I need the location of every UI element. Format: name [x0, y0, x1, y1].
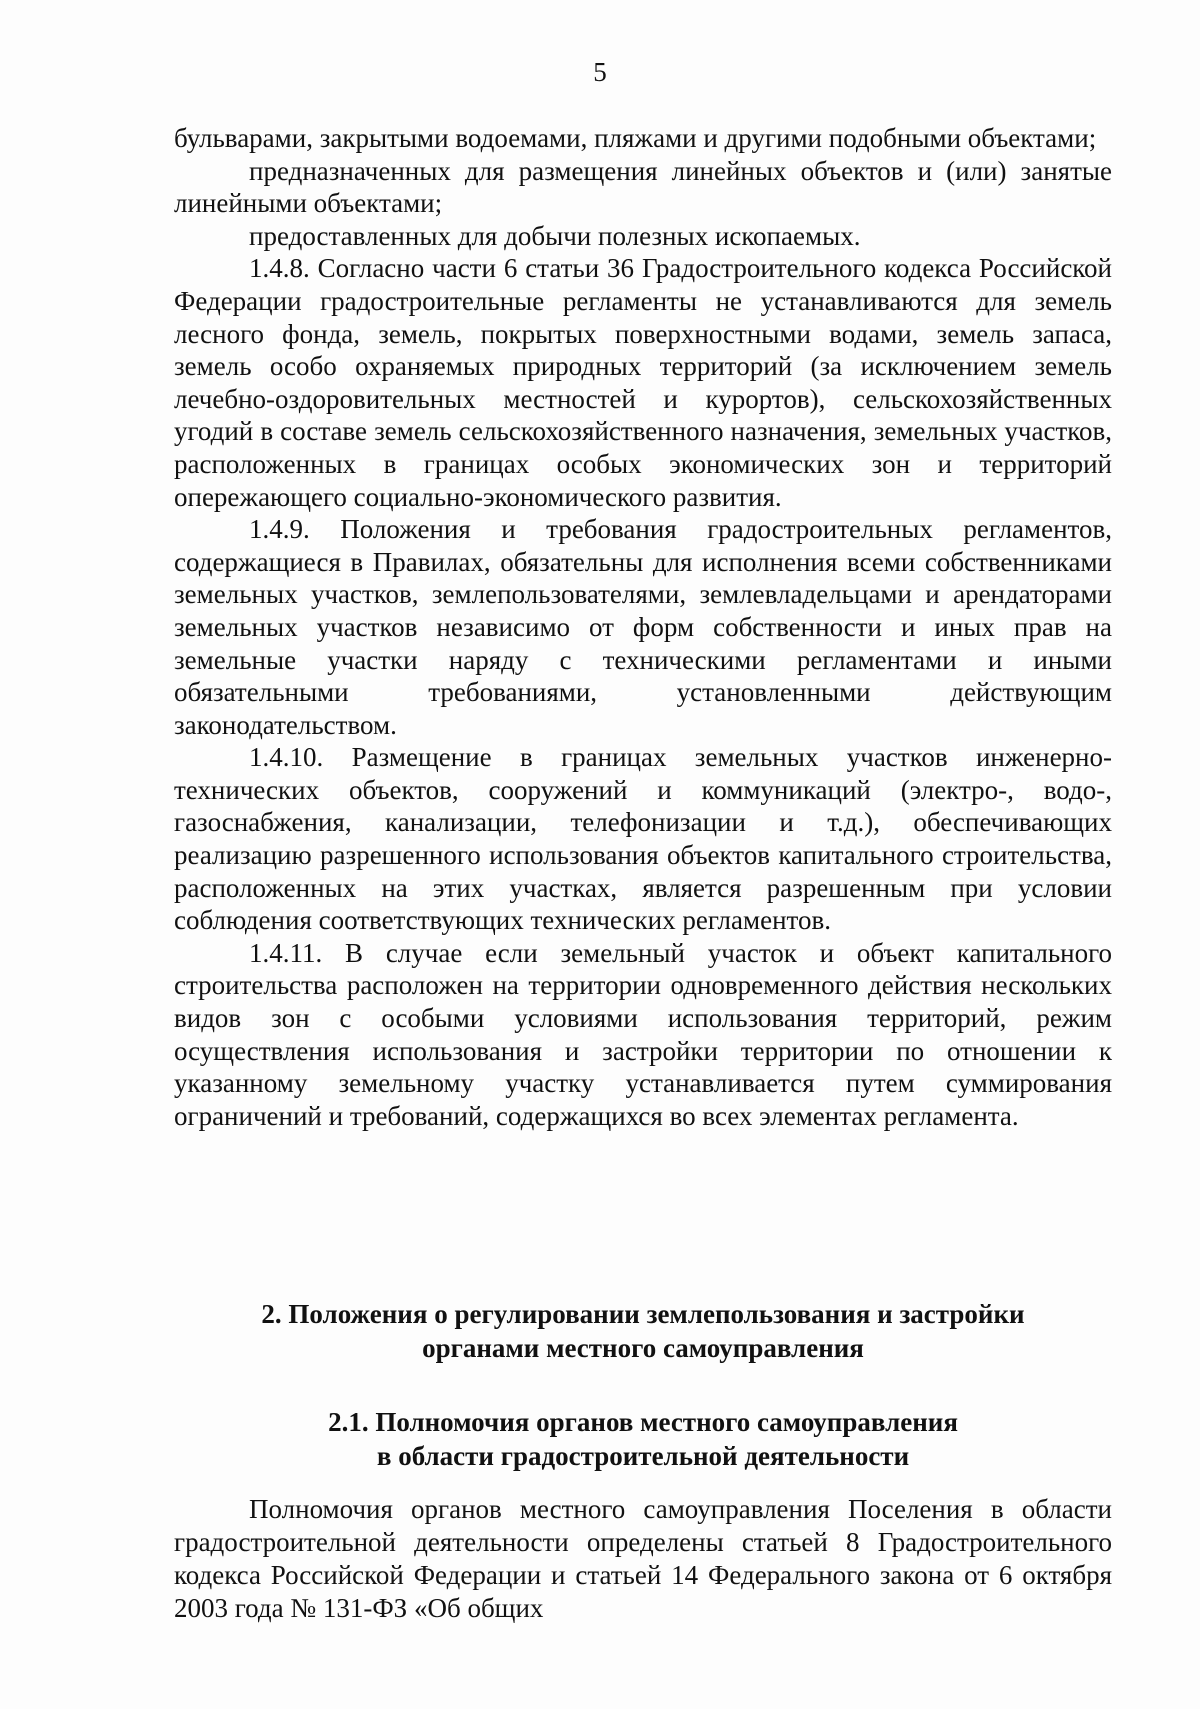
paragraph-1-4-9: 1.4.9. Положения и требования градостроительных регламентов, содержащиеся в Правилах, обязательны для исполнения всеми собственниками земельных участков, землепользователями, землевладельцами и арендаторами земельных участков независимо от форм собственности и иных прав на земельные участки наряду с техническими регламентами и иными обязательными требованиями, установленными действующим законодательством. [174, 514, 1112, 740]
paragraph-polnomochiya: Полномочия органов местного самоуправления Поселения в области градостроительной деятельности определены статьей 8 Градостроительного кодекса Российской Федерации и статьей 14 Федерального закона от 6 октября 2003 года № 131-ФЗ «Об общих [174, 1494, 1112, 1623]
section-heading-2-line1: 2. Положения о регулировании землепользования и застройки [261, 1299, 1025, 1329]
body-text-bottom [174, 1493, 1112, 1625]
body-text-top [174, 122, 1112, 1132]
paragraph-lineynye-obekty: предназначенных для размещения линейных объектов и (или) занятые линейными объектами; [174, 155, 1112, 219]
paragraph-bulvary: бульварами, закрытыми водоемами, пляжами и другими подобными объектами; [174, 123, 1097, 153]
section-heading-2-line2: органами местного самоуправления [422, 1333, 864, 1363]
paragraph-1-4-11: 1.4.11. В случае если земельный участок и объект капитального строительства расположен на территории одновременного действия нескольких видов зон с особыми условиями использования территорий, режим осуществления использования и застройки территории по отношении к указанному земельному участку устанавливается путем суммирования ограничений и требований, содержащихся во всех элементах регламента. [174, 937, 1112, 1131]
paragraph-1-4-8: 1.4.8. Согласно части 6 статьи 36 Градостроительного кодекса Российской Федерации градостроительные регламенты не устанавливаются для земель лесного фонда, земель, покрытых поверхностными водами, земель запаса, земель особо охраняемых природных территорий (за исключением земель лечебно-оздоровительных местностей и курортов), сельскохозяйственных угодий в составе земель сельскохозяйственного назначения, земельных участков, расположенных в границах особых экономических зон и территорий опережающего социально-экономического развития. [174, 253, 1112, 512]
section-heading-2 [174, 1297, 1112, 1365]
subsection-heading-2-1-line2: в области градостроительной деятельности [376, 1441, 910, 1471]
paragraph-1-4-10: 1.4.10. Размещение в границах земельных участков инженерно-технических объектов, сооружений и коммуникаций (электро-, водо-, газоснабжения, канализации, телефонизации и т.д.), обеспечивающих реализацию разрешенного использования объектов капитального строительства, расположенных на этих участках, является разрешенным при условии соблюдения соответствующих технических регламентов. [174, 742, 1112, 936]
page-number: 5 [593, 57, 607, 87]
paragraph-dobycha: предоставленных для добычи полезных ископаемых. [249, 220, 861, 251]
subsection-heading-2-1-line1: 2.1. Полномочия органов местного самоуправления [328, 1407, 958, 1437]
subsection-heading-2-1 [174, 1405, 1112, 1473]
